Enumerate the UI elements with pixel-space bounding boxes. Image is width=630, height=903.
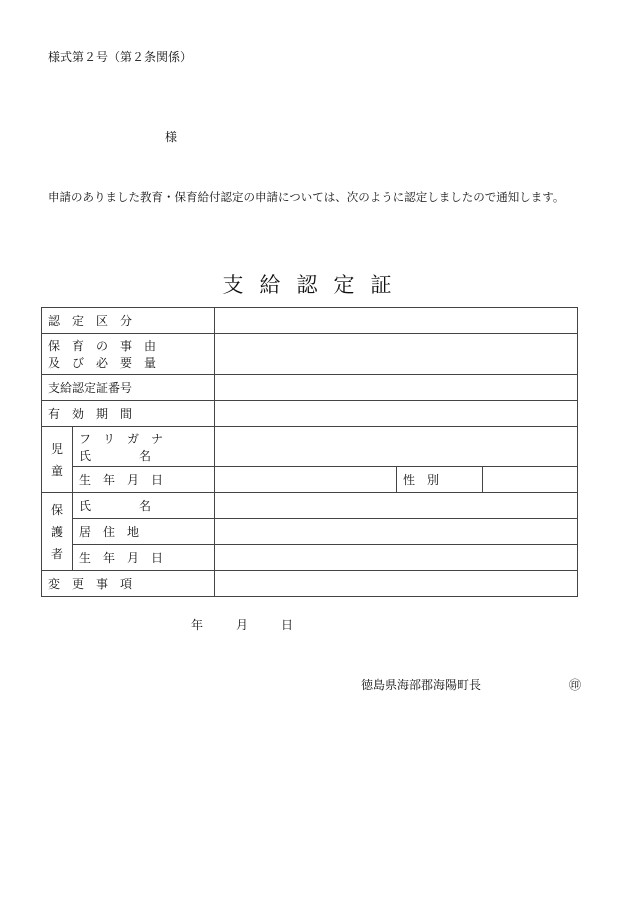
addressee-suffix: 様	[165, 130, 178, 144]
value-guardian-name[interactable]	[215, 493, 578, 519]
value-child-gender[interactable]	[483, 467, 578, 493]
form-number: 様式第２号（第２条関係）	[48, 50, 193, 64]
table-row	[42, 467, 578, 493]
seal-mark: ㊞	[569, 678, 582, 692]
value-child-birthdate[interactable]	[215, 467, 397, 493]
label-certification-category	[42, 308, 215, 334]
label-guardian-address: 居 住 地	[73, 519, 215, 545]
table-row	[42, 519, 578, 545]
label-text: 認 定 区 分	[48, 314, 133, 328]
label-child-birthdate: 生 年 月 日	[73, 467, 215, 493]
label-spread	[48, 312, 200, 329]
certificate-table	[41, 307, 578, 597]
table-row	[42, 493, 578, 519]
date-month: 月	[236, 618, 249, 632]
value-changes[interactable]	[215, 571, 578, 597]
table-row	[42, 308, 578, 334]
table-row	[42, 334, 578, 375]
label-child-group: 児 童	[42, 427, 73, 493]
label-two-lines	[79, 430, 200, 464]
value-guardian-address[interactable]	[215, 519, 578, 545]
value-validity-period[interactable]	[215, 401, 578, 427]
label-guardian-birthdate: 生 年 月 日	[73, 545, 215, 571]
document-title: 支給認定証	[222, 273, 408, 297]
table-row	[42, 545, 578, 571]
label-guardian-group: 保 護 者	[42, 493, 73, 571]
label-changes: 変 更 事 項	[42, 571, 215, 597]
date-year: 年	[191, 618, 204, 632]
label-line-2: 氏 名	[79, 448, 152, 463]
value-child-name[interactable]	[215, 427, 578, 467]
table-row	[42, 401, 578, 427]
label-child-gender: 性 別	[397, 467, 483, 493]
label-line-2: 及 び 必 要 量	[48, 356, 157, 370]
label-certificate-number: 支給認定証番号	[42, 375, 215, 401]
value-guardian-birthdate[interactable]	[215, 545, 578, 571]
value-certification-category[interactable]	[215, 308, 578, 334]
label-guardian-name: 氏 名	[73, 493, 215, 519]
table-row	[42, 427, 578, 467]
label-care-reason	[42, 334, 215, 375]
label-child-furigana-name	[73, 427, 215, 467]
table-row	[42, 571, 578, 597]
notice-text: 申請のありました教育・保育給付認定の申請については、次のように認定しましたので通知します。	[48, 190, 565, 204]
value-care-reason[interactable]	[215, 334, 578, 375]
label-line-1: フ リ ガ ナ	[79, 431, 164, 446]
label-two-lines	[48, 337, 200, 371]
value-certificate-number[interactable]	[215, 375, 578, 401]
date-day: 日	[281, 618, 294, 632]
issuer-name: 徳島県海部郡海陽町長	[361, 678, 482, 692]
label-line-1: 保 育 の 事 由	[48, 339, 157, 353]
table-row	[42, 375, 578, 401]
label-validity-period: 有 効 期 間	[42, 401, 215, 427]
